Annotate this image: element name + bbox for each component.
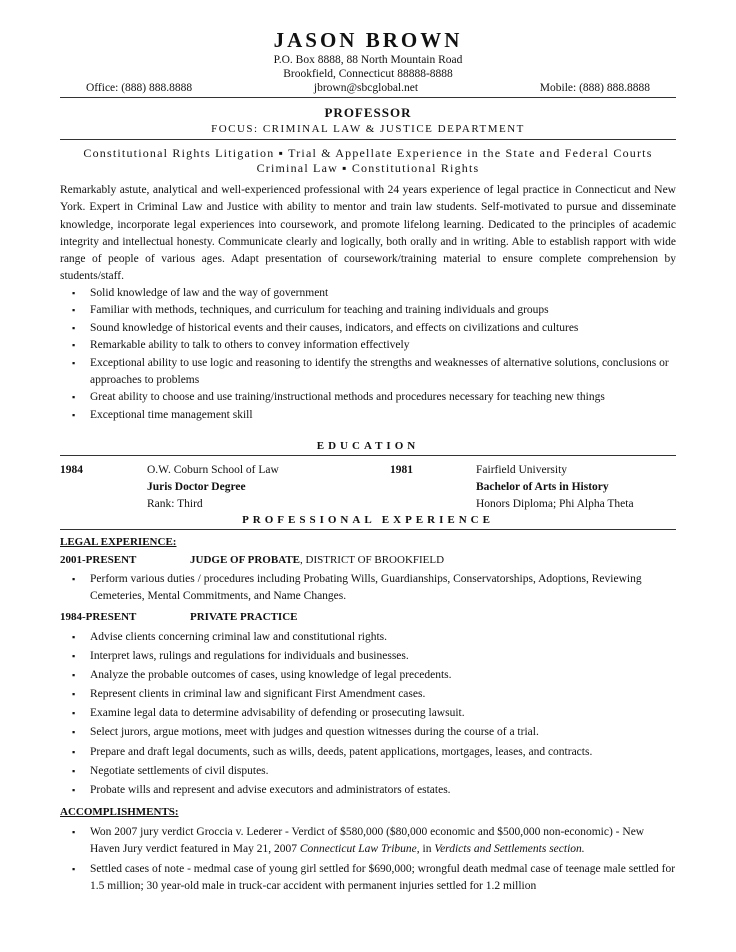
publication-section: Verdicts and Settlements section. — [434, 843, 585, 856]
degree-name: Bachelor of Arts in History — [476, 481, 609, 493]
address-line-2: Brookfield, Connecticut 88888-8888 — [283, 68, 453, 80]
job2-bullet: ▪ Interpret laws, rulings and regulations for individuals and businesses. — [62, 647, 676, 666]
skill-item: ▪ Exceptional time management skill — [62, 407, 676, 424]
experience-divider — [60, 529, 676, 530]
accomplishments-list — [62, 824, 676, 896]
education-entry-2 — [476, 462, 634, 513]
degree-name: Juris Doctor Degree — [147, 481, 246, 493]
skill-item: ▪ Remarkable ability to talk to others to convey information effectively — [62, 337, 676, 354]
degree-note: Honors Diploma; Phi Alpha Theta — [476, 498, 634, 510]
legal-experience-label: LEGAL EXPERIENCE: — [60, 536, 177, 548]
job2-bullet: ▪ Advise clients concerning criminal law and constitutional rights. — [62, 628, 676, 647]
job2-bullet: ▪ Probate wills and represent and advise executors and administrators of estates. — [62, 781, 676, 800]
job-title: PROFESSOR — [324, 105, 412, 120]
skill-item: ▪ Exceptional ability to use logic and reasoning to identify the strengths and weaknesses of alternative solutions, conclusions or approaches to problems — [62, 355, 676, 390]
skill-item: ▪ Sound knowledge of historical events and their causes, indicators, and effects on civilizations and cultures — [62, 320, 676, 337]
job1-role: JUDGE OF PROBATE — [190, 554, 301, 566]
education-entry-1 — [147, 462, 279, 513]
job2-bullet: ▪ Analyze the probable outcomes of cases, using knowledge of legal precedents. — [62, 666, 676, 685]
experience-heading: PROFESSIONAL EXPERIENCE — [242, 514, 494, 526]
job2-bullet: ▪ Select jurors, argue motions, meet with judges and question witnesses during the course of a trial. — [62, 723, 676, 742]
skill-item: ▪ Great ability to choose and use training/instructional methods and procedures necessary for teaching new things — [62, 389, 676, 406]
job1-title — [190, 554, 444, 566]
skill-item: ▪ Solid knowledge of law and the way of government — [62, 285, 676, 302]
job1-place: , DISTRICT OF BROOKFIELD — [300, 554, 445, 566]
education-year-2: 1981 — [390, 464, 413, 476]
address-line-1: P.O. Box 8888, 88 North Mountain Road — [273, 54, 463, 66]
publication-name: Connecticut Law Tribune — [299, 843, 417, 856]
education-year-1: 1984 — [60, 464, 83, 476]
focus-line: FOCUS: CRIMINAL LAW & JUSTICE DEPARTMENT — [211, 123, 525, 135]
job1-bullet: ▪ Perform various duties / procedures including Probating Wills, Guardianships, Conservatorships, Adoptions, Reviewing Cemeteries, Mental Commitments, and Name Changes. — [62, 571, 676, 606]
job2-bullet: ▪ Prepare and draft legal documents, such as wills, deeds, patent applications, mortgages, leases, and contracts. — [62, 743, 676, 762]
summary-paragraph: Remarkably astute, analytical and well-experienced professional with 24 years experience of legal practice in Connecticut and New York. Expert in Criminal Law and Justice with ability to mentor and train law students. Self-motivated to pursue and disseminate knowledge, incorporate legal experiences into coursework, and promote lifelong learning. Dedicated to the principles of academic integrity and intellectual honesty. Communicate clearly and logically, both orally and in writing. Able to establish rapport with wide range of people of various ages. Adapt presentation of coursework/training material to ensure complete comprehension by students/staff. — [60, 184, 676, 283]
email-address[interactable]: jbrown@sbcglobal.net — [313, 82, 419, 94]
job1-dates: 2001-PRESENT — [60, 554, 137, 566]
education-heading: EDUCATION — [316, 440, 420, 452]
job1-bullets — [62, 571, 676, 606]
tagline-2: Criminal Law ▪ Constitutional Rights — [256, 161, 480, 175]
office-phone: Office: (888) 888.8888 — [86, 82, 193, 94]
accomplishments-label: ACCOMPLISHMENTS: — [60, 806, 179, 818]
contact-row — [86, 82, 650, 94]
job2-bullet: ▪ Represent clients in criminal law and significant First Amendment cases. — [62, 685, 676, 704]
degree-note: Rank: Third — [147, 498, 203, 510]
job2-bullets — [62, 628, 676, 800]
header-divider — [60, 97, 676, 98]
job2-role: PRIVATE PRACTICE — [190, 611, 298, 623]
accomplishment-item: ▪ Settled cases of note - medmal case of young girl settled for $690,000; wrongful death medmal case of teenage male settled for 1.5 million; 30 year-old male in truck-car accident with permanent injuries settled for 1.2 million — [62, 861, 676, 896]
job2-dates: 1984-PRESENT — [60, 611, 137, 623]
skill-item: ▪ Familiar with methods, techniques, and curriculum for teaching and training individuals and groups — [62, 302, 676, 319]
mobile-phone: Mobile: (888) 888.8888 — [539, 82, 650, 94]
school-name: Fairfield University — [476, 464, 568, 476]
school-name: O.W. Coburn School of Law — [147, 464, 279, 476]
job2-bullet: ▪ Negotiate settlements of civil disputes. — [62, 762, 676, 781]
skills-list — [62, 285, 676, 424]
tagline-1: Constitutional Rights Litigation ▪ Trial & Appellate Experience in the State and Federal Courts — [83, 146, 653, 160]
candidate-name: JASON BROWN — [273, 28, 463, 52]
focus-divider — [60, 139, 676, 140]
accomplishment-item: ▪ Won 2007 jury verdict Groccia v. Lederer - Verdict of $580,000 ($80,000 economic and $500,000 non-economic) - New Haven Jury verdict featured in May 21, 2007 Connecticut Law Tribune, in Verdicts and Settlements section. — [62, 824, 676, 859]
education-divider — [60, 455, 676, 456]
job2-bullet: ▪ Examine legal data to determine advisability of defending or prosecuting lawsuit. — [62, 704, 676, 723]
